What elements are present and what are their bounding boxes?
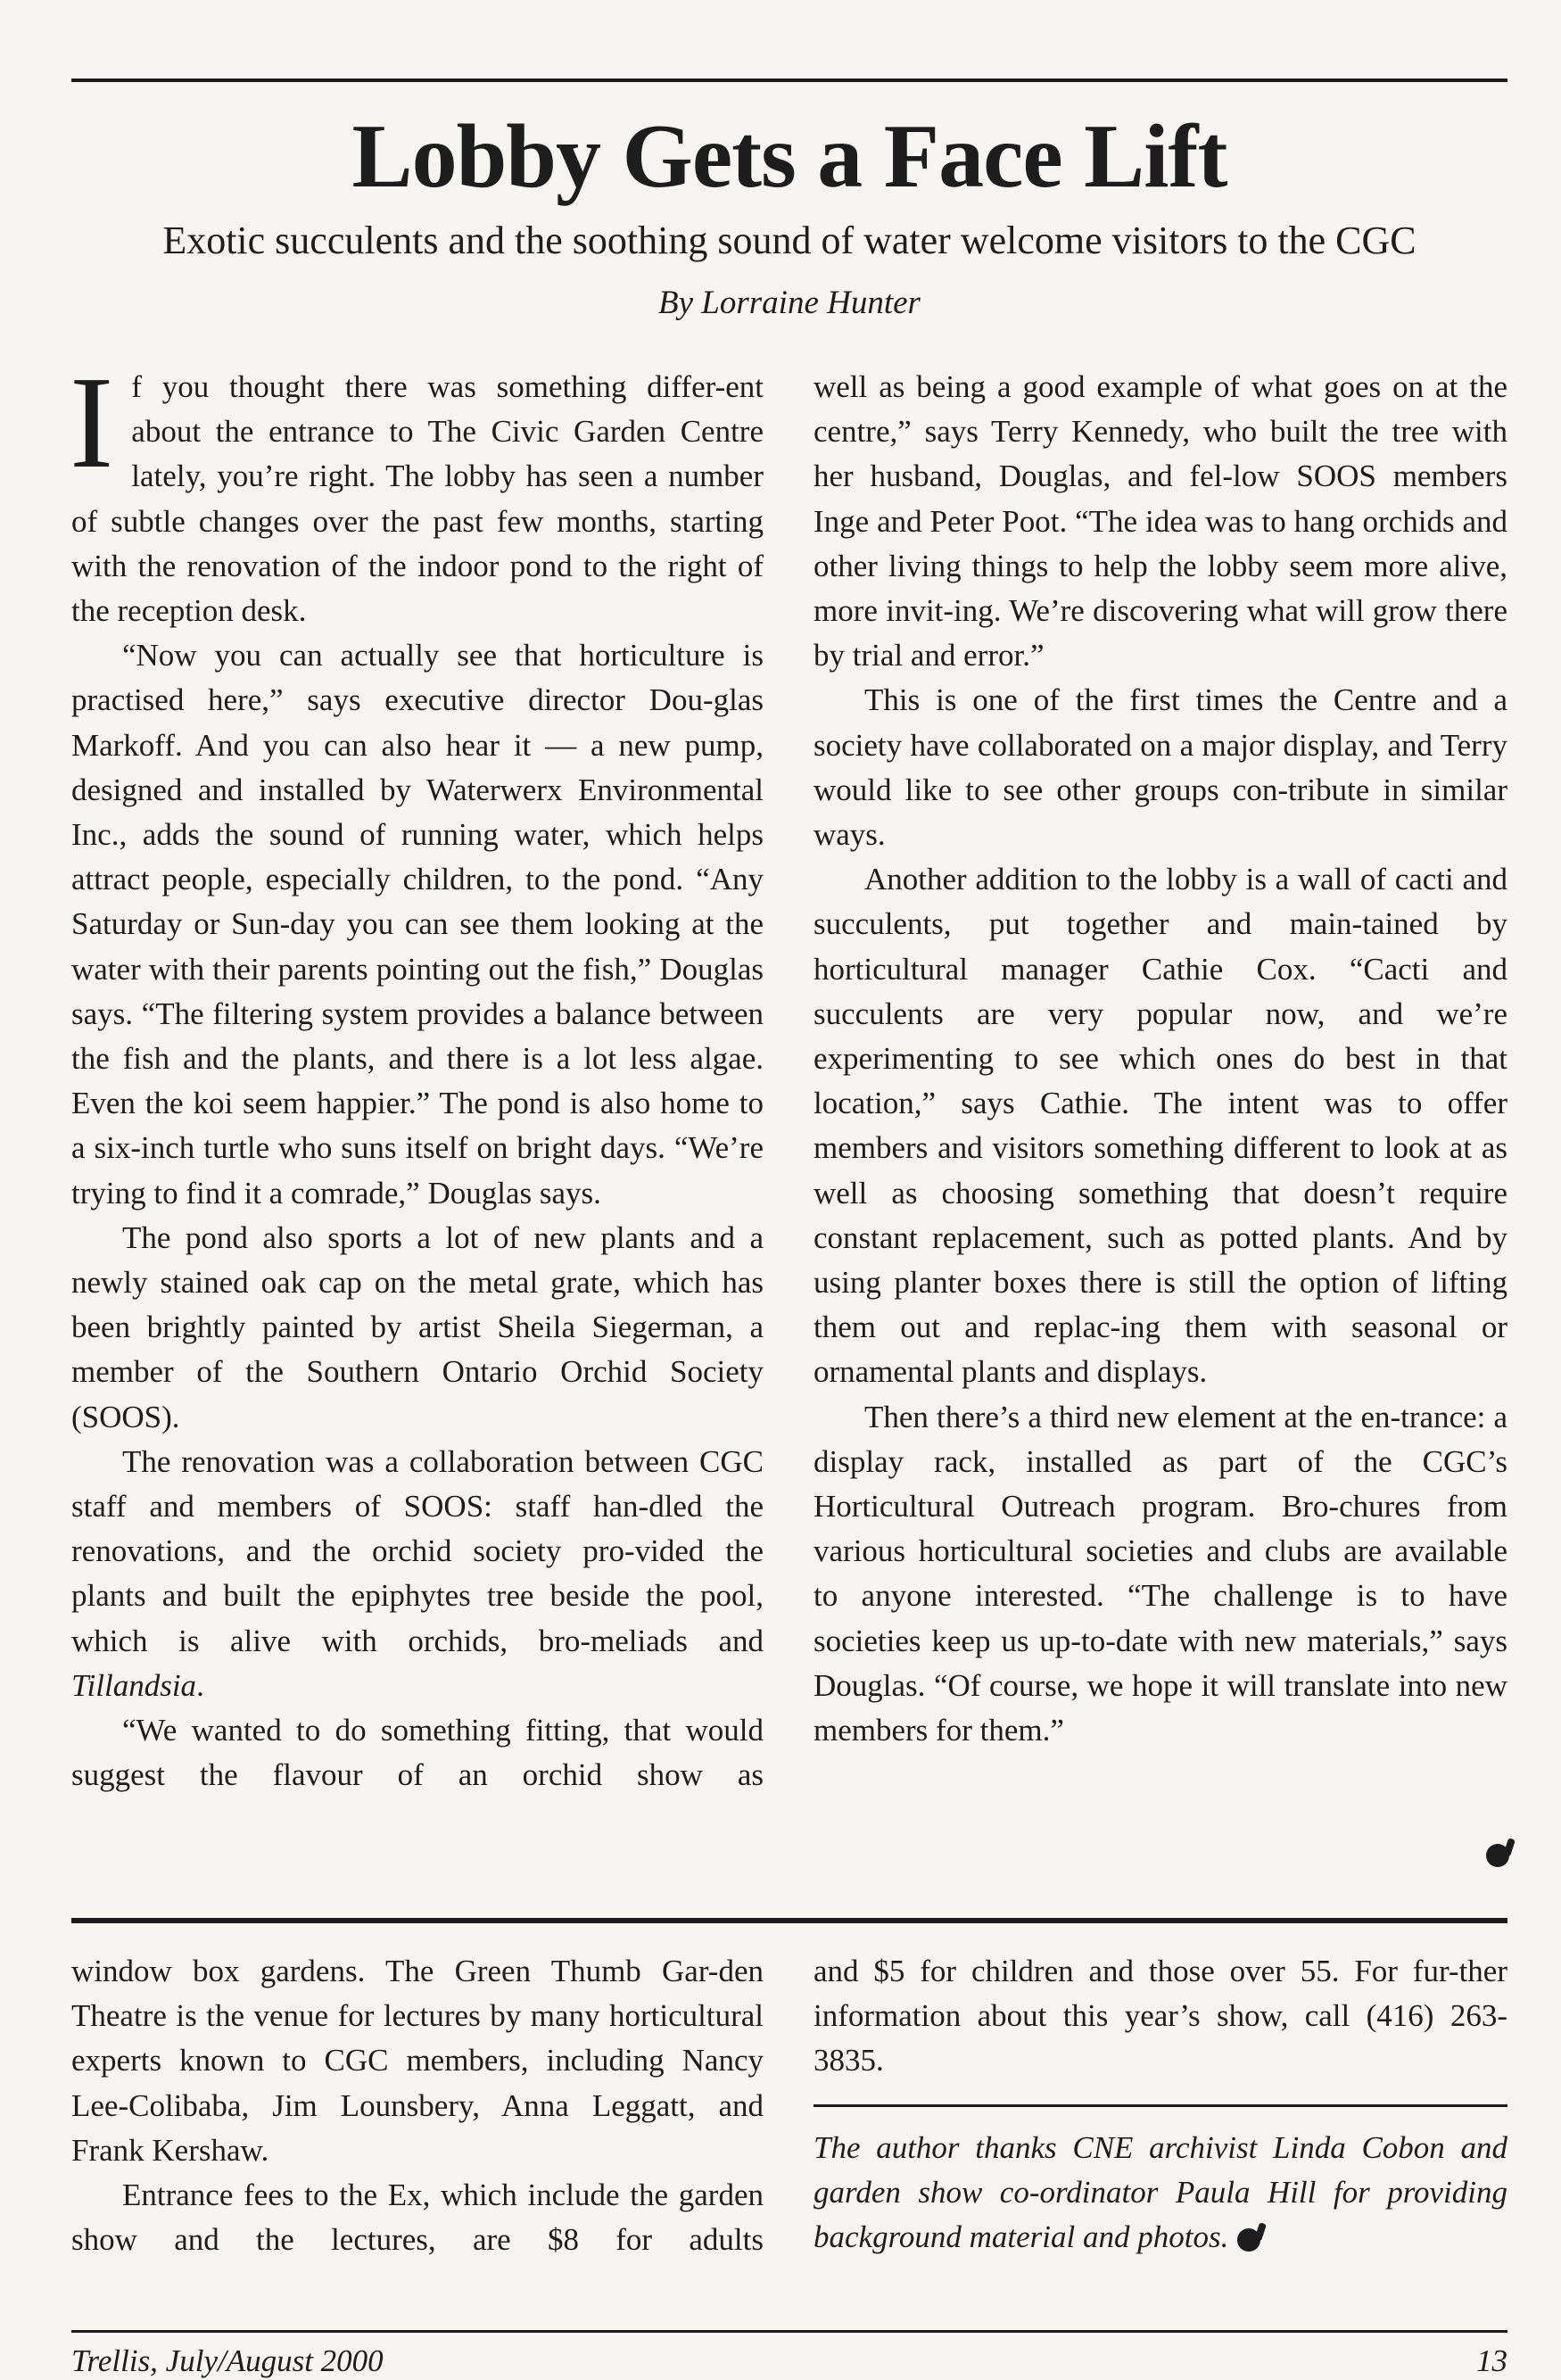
article-title: Lobby Gets a Face Lift [351, 106, 1227, 207]
page-number: 13 [1476, 2343, 1507, 2378]
end-mark-icon [1237, 2228, 1260, 2252]
paragraph: and $5 for children and those over 55. For fur-ther information about this year’s show, call (416) 263-3835. [814, 1954, 1507, 2078]
credit-divider [814, 2104, 1507, 2107]
paragraph: Then there’s a third new element at the en-trance: a display rack, installed as part of the CGC’s Horticultural Outreach program. Bro-chures from various horticultural societies and clubs are available to anyone interested. “The challenge is to have societies keep us up-to-date with new materials,” says Douglas. “Of course, we hope it will translate into new members for them.” [814, 1399, 1507, 1748]
paragraph: Entrance fees to the Ex, which include the garden show and the lectures, are $8 for adults [71, 2178, 764, 2258]
paragraph: “We wanted to do something fitting, that would suggest the flavour of an orchid show as [71, 1713, 764, 1793]
paragraph: Another addition to the lobby is a wall of cacti and succulents, put together and main-tained by horticultural manager Cathie Cox. “Cacti and succulents are very popular now, and we’re experimenting to see which ones do best in that location,” says Cathie. The intent was to offer members and visitors something different to look at as well as choosing something that doesn’t require constant replacement, such as potted plants. And by using planter boxes there is still the option of lifting them out and replac-ing them with seasonal or ornamental plants and displays. [814, 862, 1507, 1390]
article-left-column [70, 350, 764, 1798]
italic-term: Tillandsia [71, 1667, 197, 1703]
article-subtitle: Exotic succulents and the soothing sound of water welcome visitors to the CGC [162, 219, 1416, 262]
drop-cap: I [70, 350, 114, 496]
section-divider [71, 1918, 1507, 1923]
byline: By Lorraine Hunter [658, 285, 921, 321]
paragraph: This is one of the first times the Centre and a society have collaborated on a major display, and Terry would like to see other groups con-tribute in similar ways. [814, 682, 1507, 853]
top-rule [71, 79, 1507, 82]
article-right-column [814, 365, 1507, 1753]
author-credit: The author thanks CNE archivist Linda Cobon and garden show co-ordinator Paula Hill for providing background material and photos. [814, 2130, 1507, 2254]
footer-rule [71, 2330, 1507, 2333]
continued-left-column [71, 1949, 764, 2262]
paragraph: window box gardens. The Green Thumb Gar-den Theatre is the venue for lectures by many horticultural experts known to CGC members, including Nancy Lee-Colibaba, Jim Lounsbery, Anna Leggatt, and Frank Kershaw. [71, 1954, 764, 2168]
paragraph: If you thought there was something differ-ent about the entrance to The Civic Garden Centre lately, you’re right. The lobby has seen a number of subtle changes over the past few months, starting with the renovation of the indoor pond to the right of the reception desk. [70, 350, 764, 629]
continued-right-column [814, 1949, 1507, 2084]
publication-info: Trellis, July/August 2000 [71, 2343, 384, 2378]
paragraph: “Now you can actually see that horticulture is practised here,” says executive director Dou-glas Markoff. And you can also hear it — a new pump, designed and installed by Waterwerx Environmental Inc., adds the sound of running water, which helps attract people, especially children, to the pond. “Any Saturday or Sun-day you can see them looking at the water with their parents pointing out the fish,” Douglas says. “The filtering system provides a balance between the fish and the plants, and there is a lot less algae. Even the koi seem happier.” The pond is also home to a six-inch turtle who suns itself on bright days. “We’re trying to find it a comrade,” Douglas says. [71, 638, 764, 1211]
paragraph: The renovation was a collaboration between CGC staff and members of SOOS: staff han-dled the renovations, and the orchid society pro-vided the plants and built the epiphytes tree beside the pool, which is alive with orchids, bro-meliads and Tillandsia. [71, 1443, 764, 1703]
paragraph: well as being a good example of what goes on at the centre,” says Terry Kennedy, who built the tree with her husband, Douglas, and fel-low SOOS members Inge and Peter Poot. “The idea was to hang orchids and other living things to help the lobby seem more alive, more invit-ing. We’re discovering what will grow there by trial and error.” [814, 369, 1507, 674]
end-mark-icon [1486, 1844, 1509, 1867]
paragraph: The pond also sports a lot of new plants and a newly stained oak cap on the metal grate, which has been brightly painted by artist Sheila Siegerman, a member of the Southern Ontario Orchid Society (SOOS). [71, 1219, 764, 1434]
